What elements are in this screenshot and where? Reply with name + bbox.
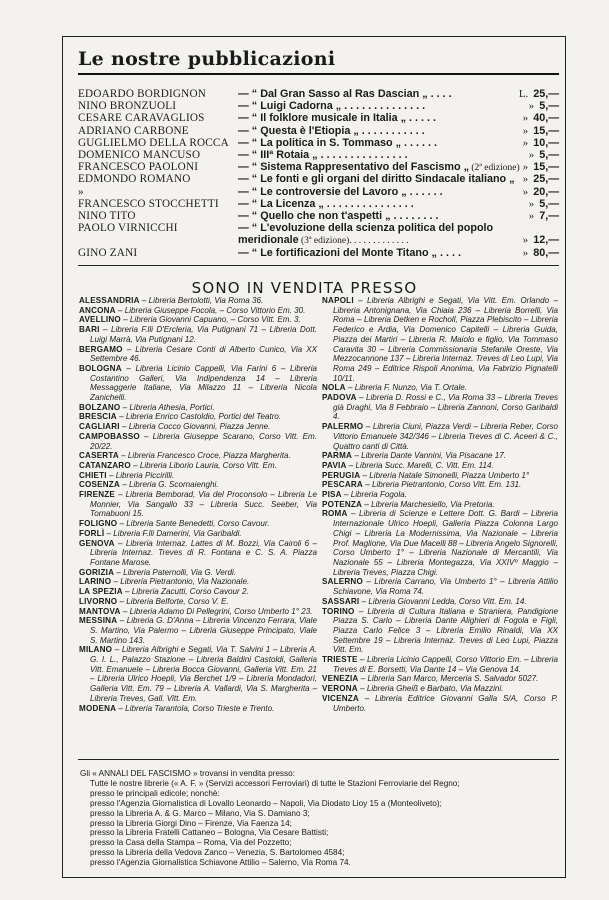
bookstore-entry (79, 704, 317, 714)
bookstore-entry (79, 597, 317, 607)
bookstore-city: MANTOVA (79, 606, 121, 616)
publication-author: EDMONDO ROMANO (78, 173, 191, 186)
publication-title: — “ La politica in S. Tommaso „ . . . . . . (238, 136, 437, 149)
publication-edition-note: (2ª edizione) (469, 163, 520, 174)
annali-line: presso la Libreria Fratelli Cattaneo – Bologna, Via Cesare Battisti; (90, 828, 329, 838)
bookstore-entry (79, 577, 317, 587)
bookstore-city: FORLÌ (79, 528, 105, 538)
bookstore-details: – Libreria Athesia, Portici. (120, 402, 215, 412)
bookstore-city: NOLA (322, 383, 346, 393)
annali-line: presso la Libreria A. & G. Marco – Milano, Via S. Damiano 3; (90, 808, 310, 818)
bookstore-entry (79, 645, 317, 703)
bookstore-details: – Libreria Licinio Cappelli, Corso Vittorio Em. – Libreria Treves di E. Borsetti, Via Dante 14 – Via Genova 14. (333, 655, 558, 674)
bookstore-city: GORIZIA (79, 567, 115, 577)
bookstore-city: ROMA (322, 509, 348, 519)
publication-price: » 12,— (522, 234, 559, 247)
bookstore-details: – Libreria G. D'Anna – Libreria Vincenzo Ferrara, Viale S. Martino, Via Palermo – Libreria Giuseppe Principato, Viale S. Martino 143. (90, 616, 317, 645)
bookstore-details: – Libreria Pietrantonio, Via Nazionale. (111, 577, 250, 587)
annali-line: Tutte le nostre librerie (« A. F. » (Servizi accessori Ferroviari) di tutte le Stazioni Ferroviarie del Regno; (90, 778, 460, 788)
bookstore-city: ALESSANDRIA (79, 296, 140, 305)
bookstore-city: TORINO (322, 606, 355, 616)
bookstore-entry (79, 364, 317, 403)
publication-title: — “ Luigi Cadorna „ . . . . . . . . . . . . . . (238, 100, 426, 113)
bookstore-city: BRESCIA (79, 412, 117, 422)
bookstore-city: CAGLIARI (79, 422, 120, 432)
bookstore-city: MODENA (79, 703, 117, 713)
bookstore-entry (79, 461, 317, 471)
publication-title: — “ Le controversie del Lavoro „ . . . . . . (238, 185, 443, 198)
bookstore-city: SASSARI (322, 596, 360, 606)
publication-title: — “ Le fortificazioni del Monte Titano „ . . . . (238, 246, 461, 259)
bookstore-details: – Libreria Adamo Di Pellegrini, Corso Umberto 1° 23. (120, 606, 313, 616)
bookstore-city: BOLZANO (79, 402, 121, 412)
section-divider (78, 265, 559, 266)
bookstore-entry (322, 684, 558, 694)
bookstore-city: PARMA (322, 451, 353, 461)
publication-price: » 5,— (528, 197, 559, 210)
bookstore-details: – Libreria San Marco, Merceria S. Salvador 5027. (358, 674, 539, 684)
publication-price: » 20,— (522, 185, 559, 198)
annali-line: presso la Casa della Stampa – Roma, Via del Pozzetto; (90, 838, 292, 848)
bookstore-entry (79, 315, 317, 325)
publication-author: CESARE CARAVAGLIOS (78, 112, 205, 125)
bookstore-details: – Libreria Piccirilli. (106, 470, 175, 480)
publication-author: DOMENICO MANCUSO (78, 149, 201, 161)
bookstore-city: ANCONA (79, 305, 116, 315)
bookstore-entry (322, 655, 558, 674)
bookstore-details: – Libreria di Scienze e Lettere Dott. G. Bardi – Libreria Internazionale Ulrico Hoepli, Galleria Piazza Colonna Largo Chigi – Libreria La Modernissima, Via Nazionale – Libreria Prof. Maglione, Via Due Macelli 88 – Libreria Angelo Signorelli, Corso Umberto 1° – Libreria Nazionale di Mercantili, Via Nazionale 55 – Libreria Montegazza, Via XXIVº Maggio – Libreria Treves, Piazza Chigi. (333, 509, 558, 577)
bookstore-entry (79, 616, 317, 645)
publication-price: » 15,— (522, 124, 559, 137)
bookstore-city: FIRENZE (79, 490, 116, 500)
bookstores-left-column (79, 296, 317, 713)
bookstore-details: – Libreria Ciuni, Piazza Verdi – Libreria Reber, Corso Vittorio Emanuele 342/346 – Libreria Treves di C. Aceeri & C., Quattro canti di Città. (333, 422, 558, 451)
bookstore-city: CHIETI (79, 470, 107, 480)
bookstore-entry (79, 607, 317, 617)
bookstore-entry (79, 306, 317, 316)
bookstore-city: MESSINA (79, 616, 118, 626)
bookstore-details: – Libreria Sante Benedetti, Corso Cavour. (117, 519, 270, 529)
bookstore-details: – Libreria G. Scornaienghi. (119, 480, 219, 490)
annali-line: presso la Libreria Giorgi Dino – Firenze, Via Faenza 14; (90, 818, 292, 828)
bookstore-details: – Libreria Editrice Giovanni Galla S/A, Corso P. Umberto. (333, 693, 558, 713)
bookstore-details: – Libreria Cesare Conti di Alberto Cunico, Via XX Settembre 46. (90, 344, 317, 364)
bookstore-details: – Libreria Albrighi e Segati, Via T. Salvini 1 – Libreria A. G. I. L., Palazzo Stazione – Libreria Baldini Castoldi, Galleria Vitt. Emanuele – Libreria Bocca Giovanni, Galleria Vitt. Em. 21 – Libreria Ulrico Hoepli, Via Berchet 1/9 – Libreria Mondadori, Galleria Vitt. Em. 79 – Libreria A. Vallardi, Via S. Margherita – Libreria Treves, Gall. Vitt. Em. (90, 645, 317, 703)
bookstore-city: COSENZA (79, 480, 120, 490)
bookstore-entry (322, 296, 558, 383)
publication-title: — “ L'evoluzione della scienza politica del popolo (238, 222, 494, 235)
bookstore-details: – Libreria Dante Vannini, Via Pisacane 17. (352, 451, 506, 461)
annali-line: presso la Libreria della Vedova Zanco – Venezia, S. Bartolomeo 4584; (90, 848, 345, 858)
publication-title: — “ IIIª Rotaia „ . . . . . . . . . . . . . . . (238, 149, 408, 161)
bookstore-details: – Libreria Bemborad, Via del Proconsolo – Libreria Le Monnier, Via Sangallo 33 – Libreria Succ. Seeber, Via Tornabuoni 15. (90, 490, 317, 519)
bookstore-city: LA SPEZIA (79, 587, 123, 597)
bookstores-right-column (322, 296, 558, 713)
bookstore-entry (79, 480, 317, 490)
bookstore-city: CAMPOBASSO (79, 431, 140, 441)
bookstore-details: – Libreria Internaz. Lattes di M. Bozzi, Via Cairoli 6 – Libreria Internaz. Treves di R. Fontana e C. S. A. Piazza Fontane Marose. (90, 538, 317, 567)
publication-price: » 15,— (522, 161, 559, 174)
publication-edition-note: (3ª edizione). . . . . . . . . . . . . (298, 236, 409, 247)
bookstore-city: TRIESTE (322, 655, 358, 665)
bookstore-details: – Libreria Bertolotti, Via Roma 36. (139, 296, 264, 305)
bookstore-entry (79, 345, 317, 364)
bookstore-entry (322, 577, 558, 596)
bookstore-details: – Libreria Giovanni Ledda, Corso Vitt. Em. 14. (359, 596, 527, 606)
annali-divider (78, 759, 559, 760)
bookstore-entry (79, 422, 317, 432)
bookstore-city: VERONA (322, 684, 358, 694)
publication-title: — “ Il folklore musicale in Italia „ . . . . . (238, 112, 436, 125)
publication-author: » (78, 185, 84, 198)
publication-title: — “ Sistema Rappresentativo del Fascismo „ (2ª edizione) (238, 161, 520, 174)
annali-line: presso le principali edicole; nonchè: (90, 788, 220, 798)
bookstore-details: – Libreria di Cultura Italiana e Straniera, Pandigione Piazza S. Carlo – Libreria Dante Alighieri di Fogola e Figli, Piazza Carlo Felice 3 – Libreria Emilio Rinaldi, Via XX Settembre 19 – Libreria Internaz. Treves di Leo Lupi, Piazza Vitt. Em. (333, 606, 558, 655)
bookstore-details: – Libreria Belforte, Corso V. E. (117, 596, 229, 606)
bookstore-details: – Libreria Liborio Lauria, Corso Vitt. Em. (130, 460, 277, 470)
bookstore-city: BOLOGNA (79, 363, 122, 373)
publication-price (554, 222, 559, 235)
bookstore-entry (322, 490, 558, 500)
bookstore-city: PADOVA (322, 393, 357, 403)
bookstore-city: POTENZA (322, 499, 363, 509)
bookstore-city: BERGAMO (79, 344, 123, 354)
bookstore-city: PALERMO (322, 422, 364, 432)
bookstore-details: – Libreria D. Rossi e C., Via Roma 33 – Libreria Treves già Draghi, Via 8 Febbraio – Libreria Zannoni, Corso Garibaldi 4. (333, 393, 558, 422)
publication-author: PAOLO VIRNICCHI (78, 222, 178, 235)
bookstore-details: – Libreria Paternolli, Via G. Verdi. (114, 567, 237, 577)
bookstore-city: VENEZIA (322, 674, 359, 684)
bookstore-entry (322, 500, 558, 510)
bookstore-entry (79, 539, 317, 568)
bookstore-details: – Libreria Tarantola, Corso Trieste e Trento. (116, 703, 275, 713)
bookstore-city: PISA (322, 490, 342, 500)
publication-price: » 25,— (522, 173, 559, 186)
publication-title: — “ Questa è l'Etiopia „ . . . . . . . . . . . (238, 124, 425, 137)
bookstore-city: PAVIA (322, 460, 347, 470)
bookstore-city: GENOVA (79, 538, 115, 548)
bookstore-details: – Libreria Licinio Cappelli, Via Farini 6 – Libreria Costantino Galleri, Via Indipendenza 14 – Libreria Messaggerie Italiane, Via Milazzo 11 – Libreria Nicola Zanichelli. (90, 363, 317, 403)
publication-price: » 5,— (528, 100, 559, 113)
bookstore-entry (79, 519, 317, 529)
bookstore-entry (79, 296, 317, 306)
bookstore-details: – Libreria Giuseppe Focola, – Corso Vittorio Em. 30. (115, 305, 306, 315)
bookstore-details: – Libreria Fogola. (341, 490, 407, 500)
publication-author: ADRIANO CARBONE (78, 124, 189, 137)
bookstore-city: PERUGIA (322, 470, 361, 480)
bookstore-details: – Libreria F. Nunzo, Via T. Ortale. (345, 383, 468, 393)
bookstore-details: – Libreria Francesco Croce, Piazza Margherita. (118, 451, 291, 461)
publication-author: NINO BRONZUOLI (78, 100, 177, 113)
bookstore-entry (79, 325, 317, 344)
bookstore-entry (322, 383, 558, 393)
publication-price: » 5,— (528, 149, 559, 161)
bookstore-entry (79, 403, 317, 413)
bookstore-entry (79, 568, 317, 578)
bookstore-city: FOLIGNO (79, 519, 118, 529)
publication-price: L. 25,— (518, 88, 559, 100)
bookstore-entry (322, 422, 558, 451)
publication-price: » 80,— (522, 246, 559, 259)
bookstore-entry (79, 412, 317, 422)
sono-heading: SONO IN VENDITA PRESSO (191, 279, 418, 297)
bookstore-entry (79, 471, 317, 481)
publication-author: EDOARDO BORDIGNON (78, 88, 207, 100)
bookstore-entry (322, 451, 558, 461)
bookstore-entry (322, 461, 558, 471)
bookstore-entry (79, 432, 317, 451)
bookstore-details: – Libreria F.lli Damerini, Via Garibaldi. (104, 528, 242, 538)
bookstore-details: – Libreria Carrano, Via Umberto 1° – Libreria Attilio Schiavone, Via Roma 74. (333, 577, 558, 597)
bookstore-city: SALERNO (322, 577, 363, 587)
bookstore-entry (79, 490, 317, 519)
page-title: Le nostre pubblicazioni (78, 48, 336, 70)
publication-title: — “ La Licenza „ . . . . . . . . . . . . . . . (238, 197, 414, 210)
bookstore-entry (322, 597, 558, 607)
bookstore-details: – Libreria Giovanni Capuano, – Corso Vitt. Em. 3. (120, 315, 301, 325)
bookstore-details: – Libreria Giuseppe Scarano, Corso Vitt. Em. 20/22. (90, 431, 317, 451)
bookstore-entry (79, 529, 317, 539)
annali-intro: Gli « ANNALI DEL FASCISMO » trovansi in vendita presso: (80, 769, 295, 778)
bookstore-details: – Libreria Pietrantonio, Corso Vitt. Em. 131. (362, 480, 522, 490)
bookstore-entry (322, 393, 558, 422)
bookstore-entry (322, 674, 558, 684)
bookstore-details: – Libreria Enrico Castoldio, Portici del Teatro. (116, 412, 282, 422)
publication-author: GUGLIELMO DELLA ROCCA (78, 136, 229, 149)
bookstore-details: – Libreria Succ. Marelli, C. Vitt. Em. 114. (346, 460, 494, 470)
annali-section (80, 769, 560, 868)
publication-author: NINO TITO (78, 210, 136, 222)
annali-line: presso l'Agenzia Giornalistica di Lovallo Leonardo – Napoli, Via Diodato Lioy 15 a (Monteoliveto); (90, 798, 442, 808)
bookstore-details: – Libreria Albrighi e Segati, Via Vitt. Em. Orlando – Libreria Antonignana, Via Chiaia 236 – Libreria Borrelli, Via Roma – Libreria Detken e Rocholl, Piazza Plebiscito – Libreria Federico e Ardia, Via Domenico Capitelli – Libreria Guida, Piazza dei Martiri – Libreria R. Maiolo e figlio, Via Tommaso Caravita 30 – Libreria Commissionaria Stefanile Oreste, Via Mezzocannone 137 – Libreria Internaz. Treves di Leo Lupi, Via Roma 249 – Editrice Rispoli Anonima, Via Fabrizio Pignatelli 10/11. (333, 296, 558, 383)
bookstore-entry (322, 607, 558, 656)
publication-author: GINO ZANI (78, 246, 138, 259)
bookstore-city: AVELLINO (79, 315, 121, 325)
bookstore-details: – Libreria Zacutti, Corso Cavour 2. (122, 587, 249, 597)
bookstore-city: CASERTA (79, 451, 119, 461)
bookstore-entry (322, 509, 558, 577)
bookstore-city: PESCARA (322, 480, 363, 490)
bookstore-details: – Libreria Gheiß e Barbato, Via Mazzini. (357, 684, 504, 694)
bookstore-details: – Libreria F.lli D'Ercleria, Via Putignani 71 – Libreria Dott. Luigi Marrà, Via Putignani 12. (90, 325, 317, 344)
annali-line: presso l'Agenzia Giornalistica Schiavone Attilio – Salerno, Via Roma 74. (90, 858, 351, 868)
publication-author: FRANCESCO STOCCHETTI (78, 197, 219, 210)
bookstore-details: – Libreria Natale Simonelli, Piazza Umberto 1° (360, 470, 530, 480)
bookstore-city: MILANO (79, 645, 113, 655)
bookstore-details: – Libreria Marchesiello, Via Pretoria. (362, 499, 495, 509)
bookstore-entry (322, 480, 558, 490)
bookstore-entry (322, 694, 558, 713)
bookstore-entry (322, 471, 558, 481)
publication-title: — “ Le fonti e gli organi del diritto Sindacale italiano „ (238, 173, 515, 186)
bookstore-entry (79, 451, 317, 461)
publication-title: — “ Dal Gran Sasso al Ras Dascian „ . . . . (238, 88, 452, 100)
bookstore-city: NAPOLI (322, 296, 354, 305)
publication-price: » 7,— (528, 210, 559, 222)
bookstore-entry (79, 587, 317, 597)
bookstore-city: BARI (79, 325, 100, 335)
publication-title: meridionale (3ª edizione). . . . . . . . . . . . . (238, 234, 409, 247)
publication-price: » 40,— (522, 112, 559, 125)
publication-author: FRANCESCO PAOLONI (78, 161, 199, 174)
publication-title: — “ Quello che non t'aspetti „ . . . . . . . . (238, 210, 439, 222)
bookstore-city: LIVORNO (79, 596, 118, 606)
bookstore-city: CATANZARO (79, 460, 131, 470)
bookstore-city: VICENZA (322, 693, 359, 703)
bookstore-city: LARINO (79, 577, 112, 587)
publication-price: » 10,— (522, 136, 559, 149)
bookstore-details: – Libreria Cocco Giovanni, Piazza Jenne. (119, 422, 271, 432)
title-rule (78, 73, 559, 75)
